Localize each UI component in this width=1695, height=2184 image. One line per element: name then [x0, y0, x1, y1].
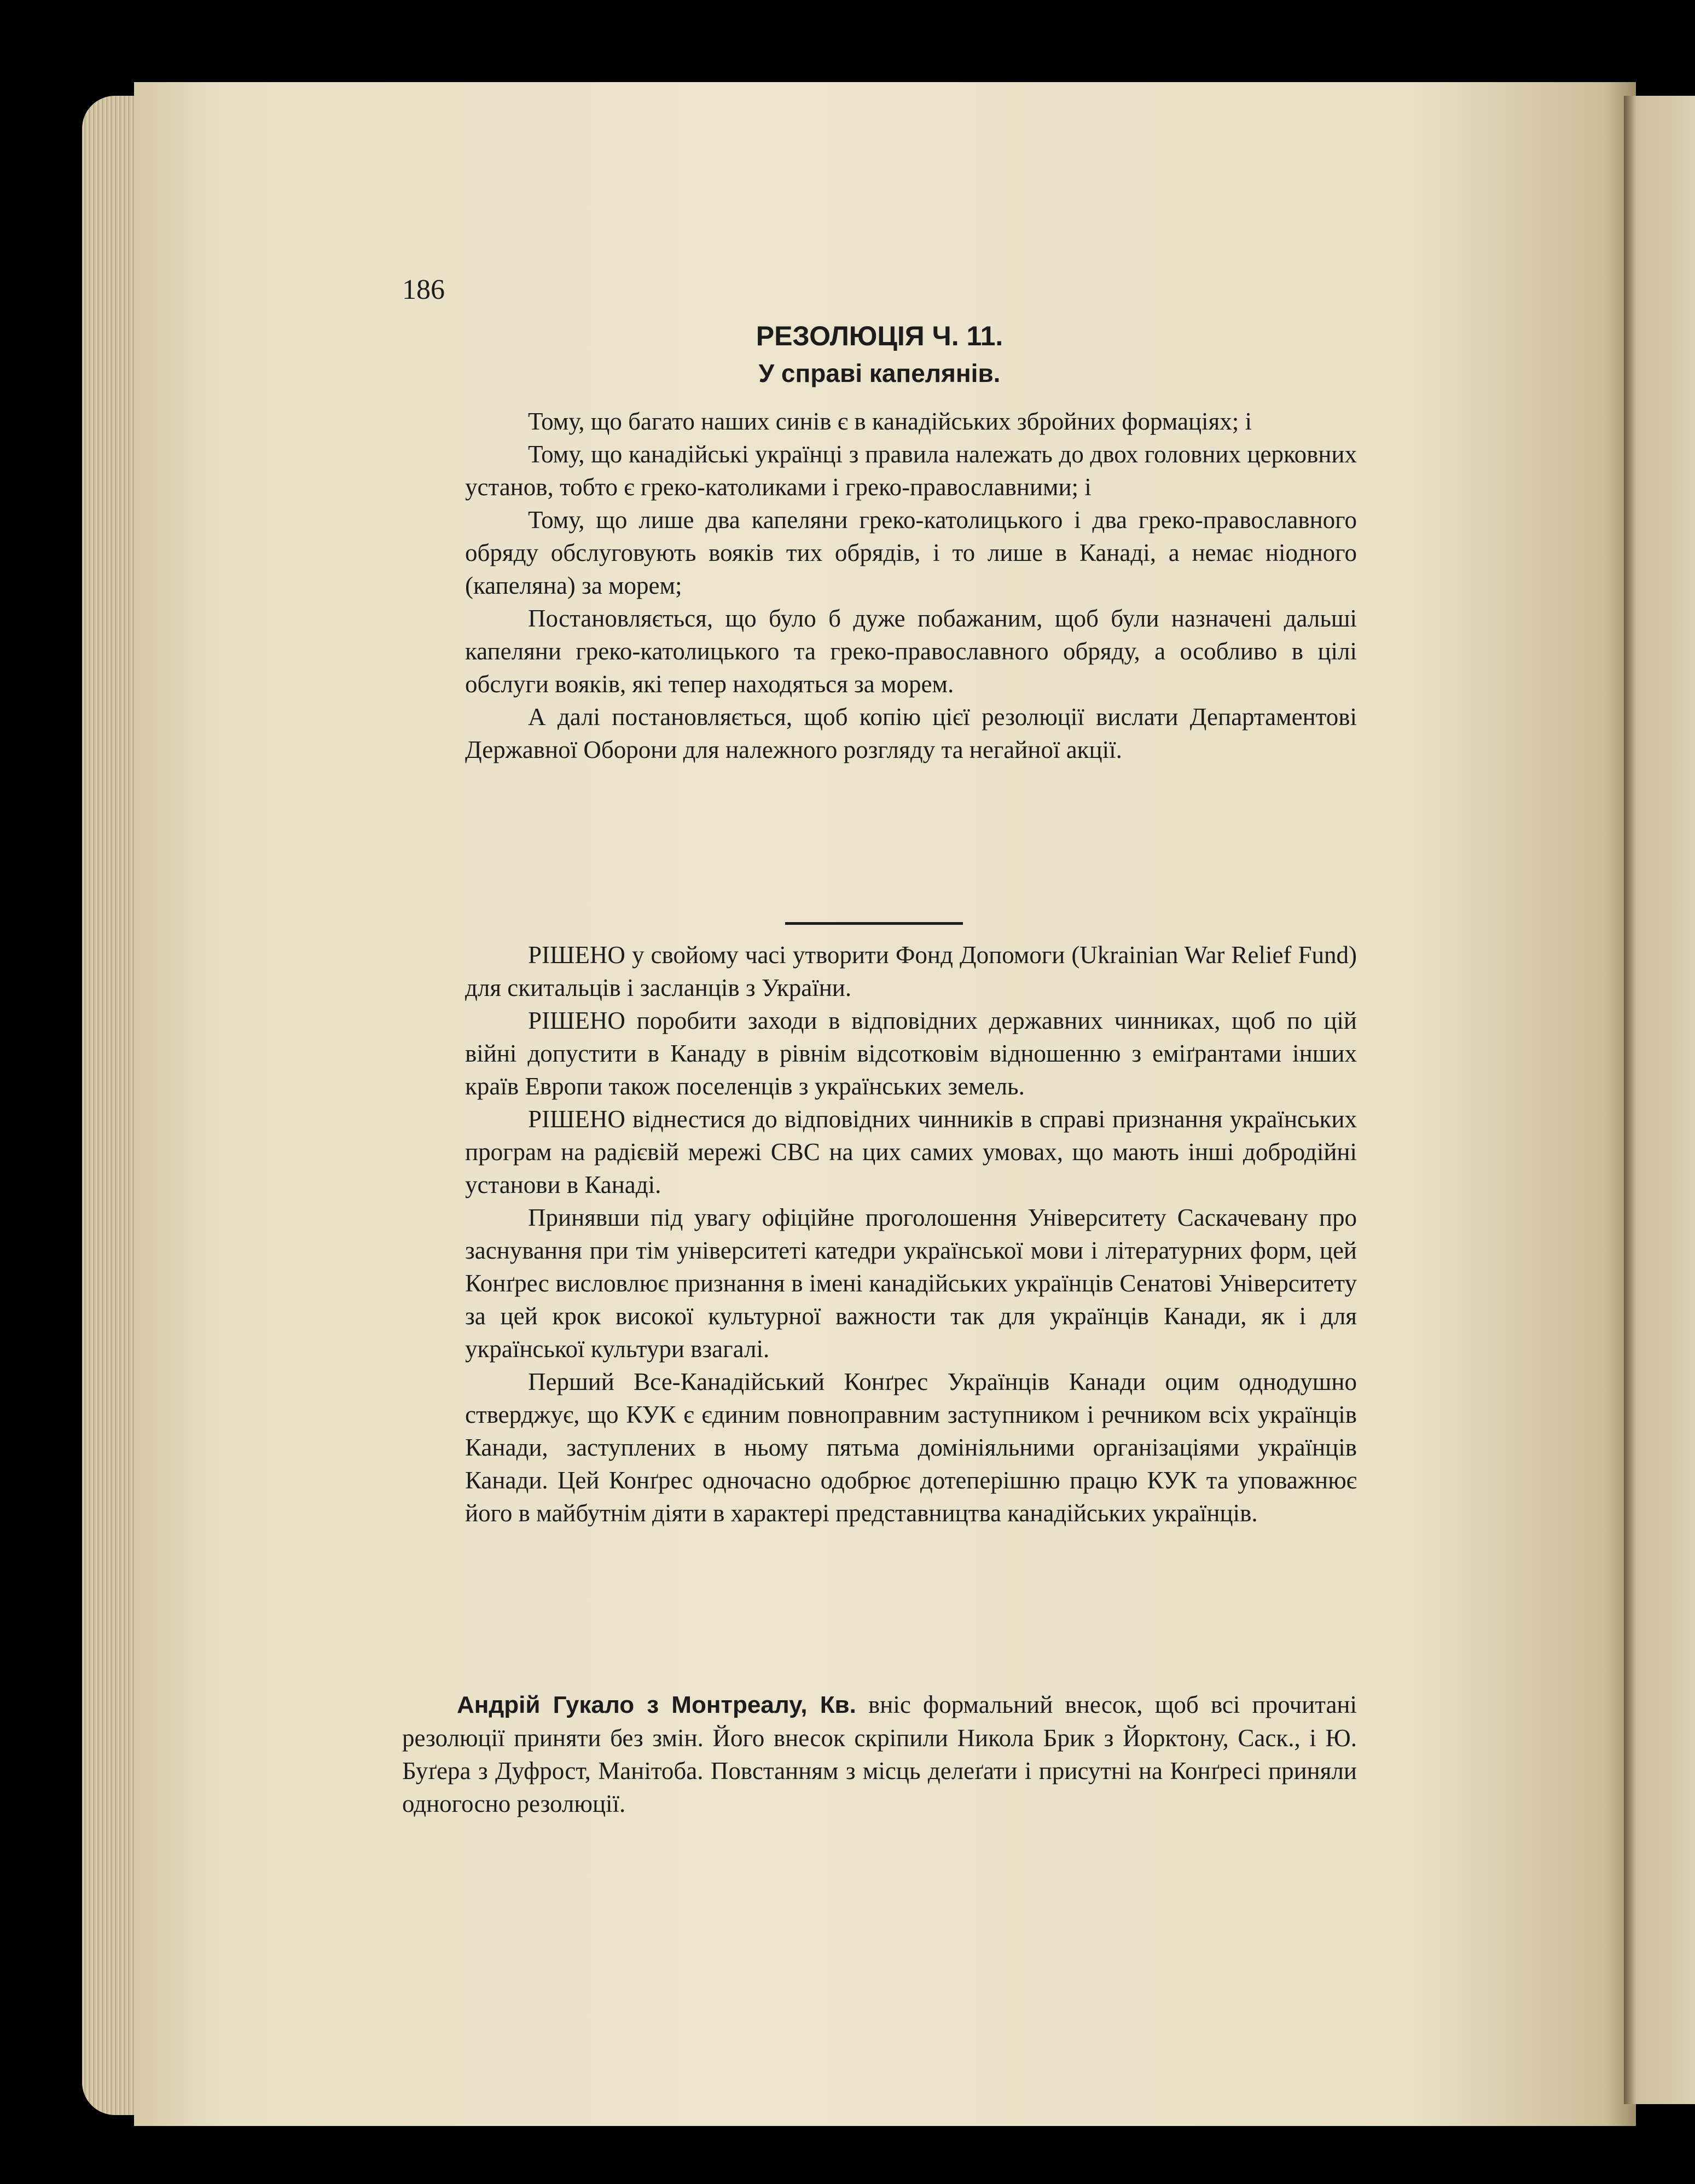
decision-paragraph: Принявши під увагу офіційне проголошення Університету Саскачевану про заснування при тім університеті катедри української мови і літературних форм, цей Конґрес висловлює признання в імені канадійських українців Сенатові Університету за цей крок високої культурної важности так для українців Канади, як і для української культури взагалі.: [465, 1204, 1357, 1363]
closing-paragraph: [402, 1688, 1357, 1820]
decision-paragraph: Перший Все-Канадійський Конґрес Українців Канади оцим однодушно стверджує, що КУК є єдиним повноправним заступником і речником всіх українців Канади, заступлених в ньому пятьма домініяльними організаціями українців Канади. Цей Конґрес одночасно одобрює дотеперішню працю КУК та уповажнює його в майбутнім діяти в характері представництва канадійських українців.: [465, 1368, 1357, 1527]
resolution-body: [465, 405, 1357, 766]
resolution-paragraph: А далі постановляється, щоб копію цієї резолюції вислати Департаментові Державної Оборони для належного розгляду та негайної акції.: [465, 703, 1357, 763]
closing-text: вніс формальний внесок, щоб всі прочитані резолюції приняти без змін. Його внесок скріпили Никола Брик з Йорктону, Саск., і Ю. Буґера з Дуфрост, Манітоба. Повстанням з місць делеґати і присутні на Конґресі приняли одногосно резолюції.: [402, 1691, 1357, 1817]
decisions-body: [465, 939, 1357, 1530]
resolution-title: РЕЗОЛЮЦІЯ Ч. 11.: [756, 321, 1003, 351]
section-divider: [785, 922, 963, 925]
resolution-paragraph: Тому, що лише два капеляни греко-католицького і два греко-православного обряду обслуговують вояків тих обрядів, і то лише в Канаді, а немає ніодного (капеляна) за морем;: [465, 506, 1357, 599]
page-number: 186: [402, 274, 445, 305]
speaker-name: Андрій Гукало з Монтреалу, Кв.: [457, 1691, 856, 1718]
decision-paragraph: РІШЕНО поробити заходи в відповідних державних чинниках, щоб по цій війні допустити в Канаду в рівнім відсотковім відношенню з еміґрантами інших країв Европи також поселенців з українських земель.: [465, 1007, 1357, 1100]
decision-paragraph: РІШЕНО віднестися до відповідних чинників в справі признання українських програм на радієвій мережі CBC на цих самих умовах, що мають інші добродійні установи в Канаді.: [465, 1105, 1357, 1198]
resolution-paragraph: Тому, що канадійські українці з правила належать до двох головних церковних установ, тобто є греко-католиками і греко-православними; і: [465, 441, 1357, 501]
resolution-paragraph: Постановляється, що було б дуже побажаним, щоб були назначені дальші капеляни греко-католицького та греко-православного обряду, а особливо в цілі обслуги вояків, які тепер находяться за морем.: [465, 605, 1357, 698]
next-page-edge: [1624, 96, 1695, 2104]
decision-paragraph: РІШЕНО у свойому часі утворити Фонд Допомоги (Ukrainian War Relief Fund) для скитальців і засланців з України.: [465, 941, 1357, 1001]
resolution-paragraph: Тому, що багато наших синів є в канадійських збройних формаціях; і: [528, 408, 1252, 435]
resolution-subtitle: У справі капелянів.: [758, 359, 1001, 387]
